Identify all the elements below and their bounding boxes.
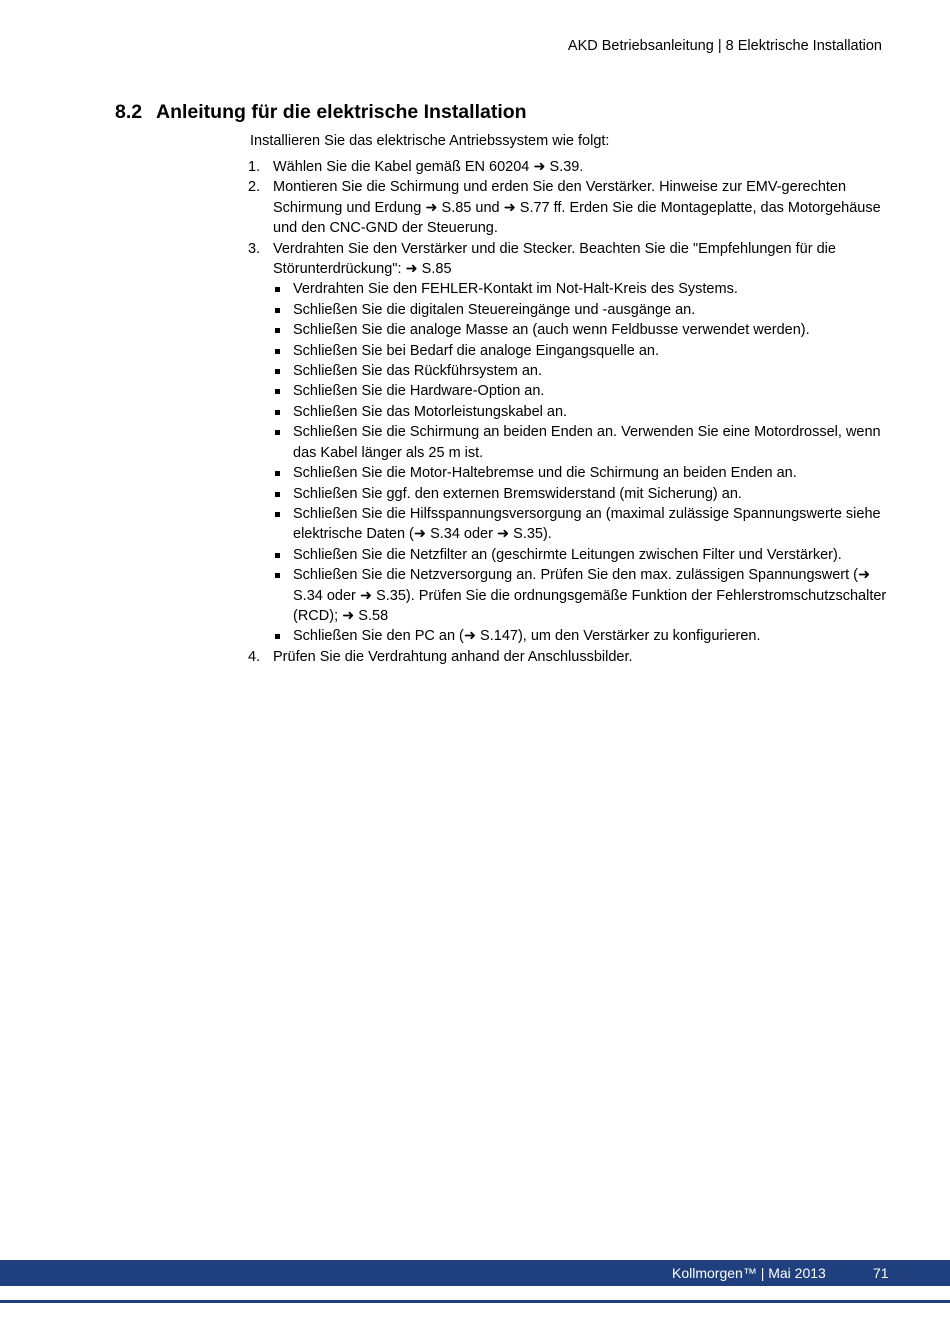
section-number: 8.2: [115, 101, 143, 123]
substep-item: [273, 626, 888, 646]
step-text: Wählen Sie die Kabel gemäß EN 60204 ➜ S.39.: [273, 159, 584, 175]
substep-item: [273, 545, 888, 565]
step-number: 1.: [248, 159, 261, 175]
substep-text: Schließen Sie die analoge Masse an (auch wenn Feldbusse verwendet werden).: [293, 322, 810, 339]
step-item: [248, 157, 888, 177]
substep-text: Schließen Sie das Rückführsystem an.: [293, 363, 543, 380]
square-bullet-icon: [275, 471, 280, 476]
substep-text: Schließen Sie die Hardware-Option an.: [293, 383, 545, 400]
step-text: Prüfen Sie die Verdrahtung anhand der Anschlussbilder.: [273, 648, 633, 665]
substep-item: [273, 279, 888, 299]
substep-text: Schließen Sie das Motorleistungskabel an.: [293, 403, 568, 420]
substep-item: [273, 402, 888, 422]
square-bullet-icon: [275, 430, 280, 435]
step-text: Montieren Sie die Schirmung und erden Sie den Verstärker. Hinweise zur EMV-gerechten Schirmung und Erdung ➜ S.85 und ➜ S.77 ff. Erden Sie die Montageplatte, das Motorgehäuse und den CNC-GND der Steuerung.: [273, 179, 881, 237]
step-text: Verdrahten Sie den Verstärker und die Stecker. Beachten Sie die "Empfehlungen für die Störunterdrückung": ➜ S.85: [273, 240, 836, 278]
substep-text: Verdrahten Sie den FEHLER-Kontakt im Not-Halt-Kreis des Systems.: [293, 281, 738, 298]
substep-item: [273, 381, 888, 401]
substep-text: Schließen Sie die Schirmung an beiden Enden an. Verwenden Sie eine Motordrossel, wenn das Kabel länger als 25 m ist.: [293, 424, 881, 461]
substep-text: Schließen Sie bei Bedarf die analoge Eingangsquelle an.: [293, 342, 659, 359]
substep-item: [273, 300, 888, 320]
substep-text: Schließen Sie die Motor-Haltebremse und die Schirmung an beiden Enden an.: [293, 465, 797, 482]
running-header: AKD Betriebsanleitung | 8 Elektrische Installation: [567, 38, 882, 54]
installation-steps: [248, 157, 888, 667]
square-bullet-icon: [275, 308, 280, 313]
footer-text: Kollmorgen™ | Mai 2013: [672, 1265, 826, 1281]
square-bullet-icon: [275, 369, 280, 374]
step-item: [248, 239, 888, 647]
substep-item: [273, 320, 888, 340]
step-number: 2.: [248, 179, 261, 196]
square-bullet-icon: [275, 573, 280, 578]
square-bullet-icon: [275, 492, 280, 497]
step-number: 3.: [248, 240, 261, 257]
substep-item: [273, 361, 888, 381]
substep-item: [273, 463, 888, 483]
page-number: 71: [873, 1265, 889, 1281]
square-bullet-icon: [275, 328, 280, 333]
substep-item: [273, 422, 888, 463]
footer-bar: [0, 1260, 950, 1286]
substep-text: Schließen Sie die Hilfsspannungsversorgung an (maximal zulässige Spannungswerte siehe elektrische Daten (➜ S.34 oder ➜ S.35).: [293, 505, 881, 543]
square-bullet-icon: [275, 287, 280, 292]
intro-text: Installieren Sie das elektrische Antriebssystem wie folgt:: [250, 133, 610, 149]
substep-text: Schließen Sie die Netzversorgung an. Prüfen Sie den max. zulässigen Spannungswert (➜ S.34 oder ➜ S.35). Prüfen Sie die ordnungsgemäße Funktion der Fehlerstromschutzschalter (RCD); ➜ S.58: [293, 567, 887, 624]
step-item: [248, 647, 888, 667]
step-number: 4.: [248, 648, 261, 665]
square-bullet-icon: [275, 410, 280, 415]
square-bullet-icon: [275, 389, 280, 394]
section-title: Anleitung für die elektrische Installation: [156, 101, 527, 123]
substep-item: [273, 484, 888, 504]
footer-rule: [0, 1300, 950, 1303]
substep-item: [273, 504, 888, 545]
square-bullet-icon: [275, 512, 280, 517]
substep-text: Schließen Sie die digitalen Steuereingänge und -ausgänge an.: [293, 301, 696, 318]
substep-text: Schließen Sie ggf. den externen Bremswiderstand (mit Sicherung) an.: [293, 485, 742, 502]
substep-text: Schließen Sie den PC an (➜ S.147), um den Verstärker zu konfigurieren.: [293, 628, 761, 645]
substep-item: [273, 341, 888, 361]
square-bullet-icon: [275, 553, 280, 558]
substep-text: Schließen Sie die Netzfilter an (geschirmte Leitungen zwischen Filter und Verstärker).: [293, 546, 842, 563]
square-bullet-icon: [275, 349, 280, 354]
substep-item: [273, 565, 888, 626]
square-bullet-icon: [275, 634, 280, 639]
section-heading: [115, 101, 527, 124]
step-item: [248, 177, 888, 238]
wiring-substeps: [273, 279, 888, 646]
